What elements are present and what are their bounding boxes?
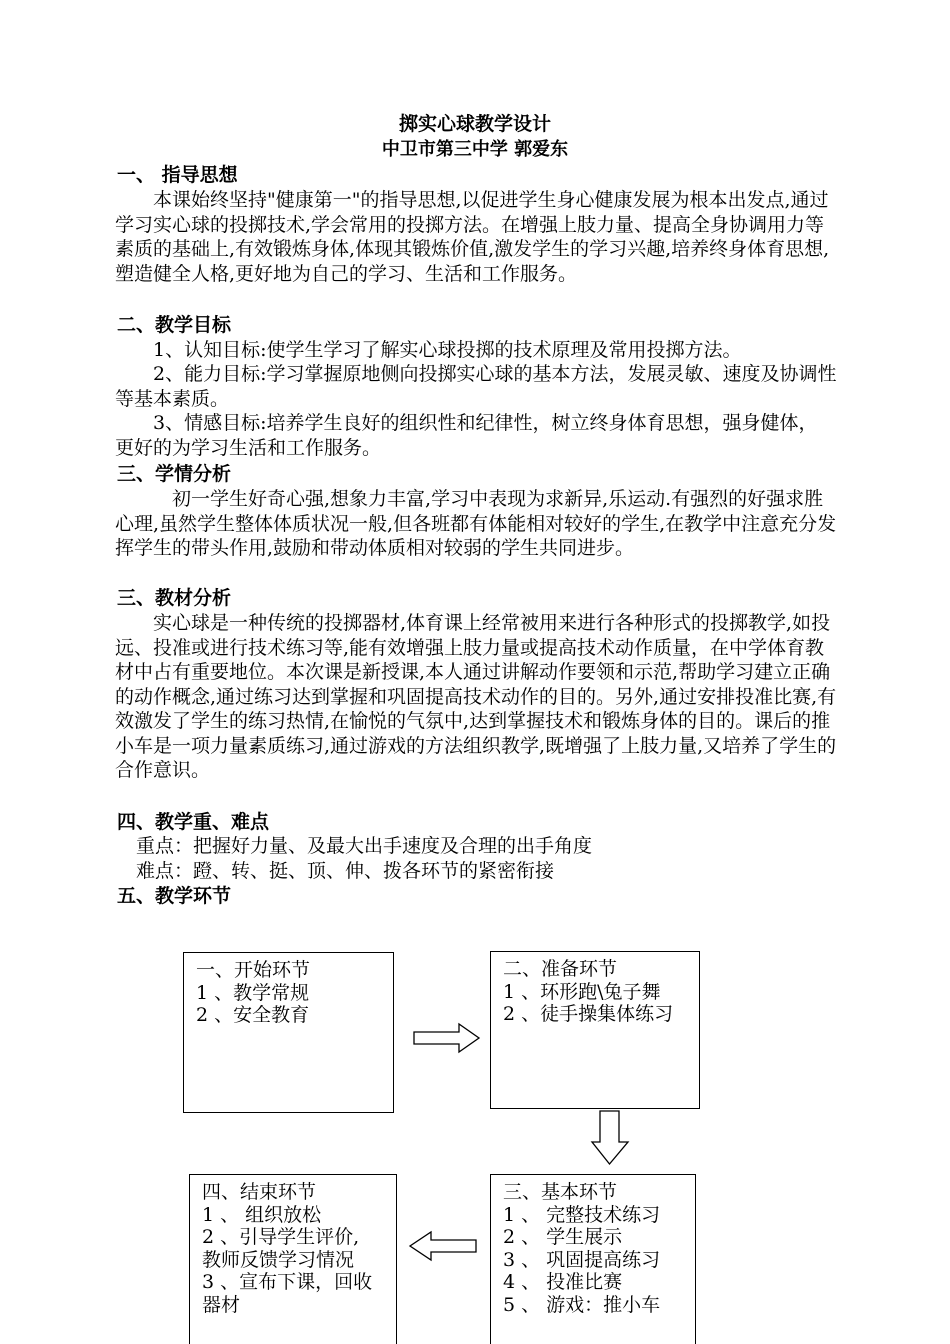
doc-title: 掷实心球教学设计 [398, 113, 551, 135]
arrow-down-icon [591, 1110, 629, 1166]
heading-guiding-thought: 一、 指导思想 [117, 164, 238, 186]
para-material-analysis: 实心球是一种传统的投掷器材,体育课上经常被用来进行各种形式的投掷教学,如投远、投准或进行技术练习等,能有效增强上肢力量或提高技术动作质量，在中学体育教材中占有重要地位。本次课是新授课,本人通过讲解动作要领和示范,帮助学习建立正确的动作概念,通过练习达到掌握和巩固提高技术动作的目的。另外,通过安排投准比赛,有效激发了学生的练习热情,在愉悦的气氛中,达到掌握技术和锻炼身体的目的。课后的推小车是一项力量素质练习,通过游戏的方法组织教学,既增强了上肢力量,又培养了学生的合作意识。 [115, 612, 837, 781]
arrow-left-icon [409, 1231, 477, 1261]
heading-student-analysis: 三、学情分析 [117, 463, 232, 485]
flow-box-end [189, 1174, 397, 1344]
flow-box-title: 三、基本环节 [503, 1181, 618, 1203]
flow-box-item: 2 、引导学生评价, [202, 1226, 360, 1248]
flow-box-item: 1 、 组织放松 [202, 1203, 322, 1226]
flow-box-prepare [490, 951, 700, 1109]
flow-box-item: 3 、宣布下课，回收 [202, 1271, 373, 1293]
flow-box-item: 4 、 投准比赛 [503, 1271, 623, 1293]
arrow-right-icon [413, 1023, 481, 1053]
flow-box-title: 二、准备环节 [503, 958, 618, 980]
flow-box-item: 2 、徒手操集体练习 [503, 1003, 674, 1025]
goal-cognitive: 1、认知目标:使学生学习了解实心球投掷的技术原理及常用投掷方法。 [153, 339, 742, 361]
flow-box-item: 2 、安全教育 [196, 1004, 310, 1026]
heading-key-difficult: 四、教学重、难点 [117, 811, 270, 833]
goal-emotional: 3、情感目标:培养学生良好的组织性和纪律性，树立终身体育思想，强身健体， 更好的为学习生活和工作服务。 [115, 412, 818, 459]
flow-box-item: 3 、 巩固提高练习 [503, 1248, 661, 1271]
flow-box-item: 1 、 完整技术练习 [503, 1203, 661, 1226]
heading-teaching-goals: 二、教学目标 [117, 314, 232, 336]
key-point: 重点：把握好力量、及最大出手速度及合理的出手角度 [136, 835, 593, 857]
flow-box-title: 四、结束环节 [202, 1181, 317, 1203]
doc-subtitle: 中卫市第三中学 郭爱东 [381, 139, 569, 160]
flow-box-title: 一、开始环节 [196, 959, 311, 981]
flow-box-item: 2 、 学生展示 [503, 1226, 623, 1248]
flow-box-start [183, 952, 394, 1113]
goal-ability: 2、能力目标:学习掌握原地侧向投掷实心球的基本方法，发展灵敏、速度及协调性等基本素质。 [115, 363, 837, 410]
flow-box-basic [490, 1174, 696, 1344]
heading-teaching-steps: 五、教学环节 [117, 885, 232, 907]
difficult-point: 难点：蹬、转、挺、顶、伸、拨各环节的紧密衔接 [136, 860, 555, 882]
heading-material-analysis: 三、教材分析 [117, 587, 232, 609]
flow-box-item: 1 、环形跑\兔子舞 [503, 980, 661, 1003]
para-student-analysis: 初一学生好奇心强,想象力丰富,学习中表现为求新异,乐运动.有强烈的好强求胜心理,虽然学生整体体质状况一般,但各班都有体能相对较好的学生,在教学中注意充分发挥学生的带头作用,鼓励和带动体质相对较弱的学生共同进步。 [115, 488, 837, 559]
para-guiding-thought: 本课始终坚持"健康第一"的指导思想,以促进学生身心健康发展为根本出发点,通过学习实心球的投掷技术,学会常用的投掷方法。在增强上肢力量、提高全身协调用力等素质的基础上,有效锻炼身体,体现其锻炼价值,激发学生的学习兴趣,培养终身体育思想,塑造健全人格,更好地为自己的学习、生活和工作服务。 [115, 189, 830, 285]
flow-box-item: 1 、教学常规 [196, 981, 310, 1004]
flow-box-item: 器材 [202, 1293, 241, 1316]
flow-box-item: 教师反馈学习情况 [202, 1248, 355, 1271]
flow-box-item: 5 、 游戏：推小车 [503, 1293, 661, 1316]
